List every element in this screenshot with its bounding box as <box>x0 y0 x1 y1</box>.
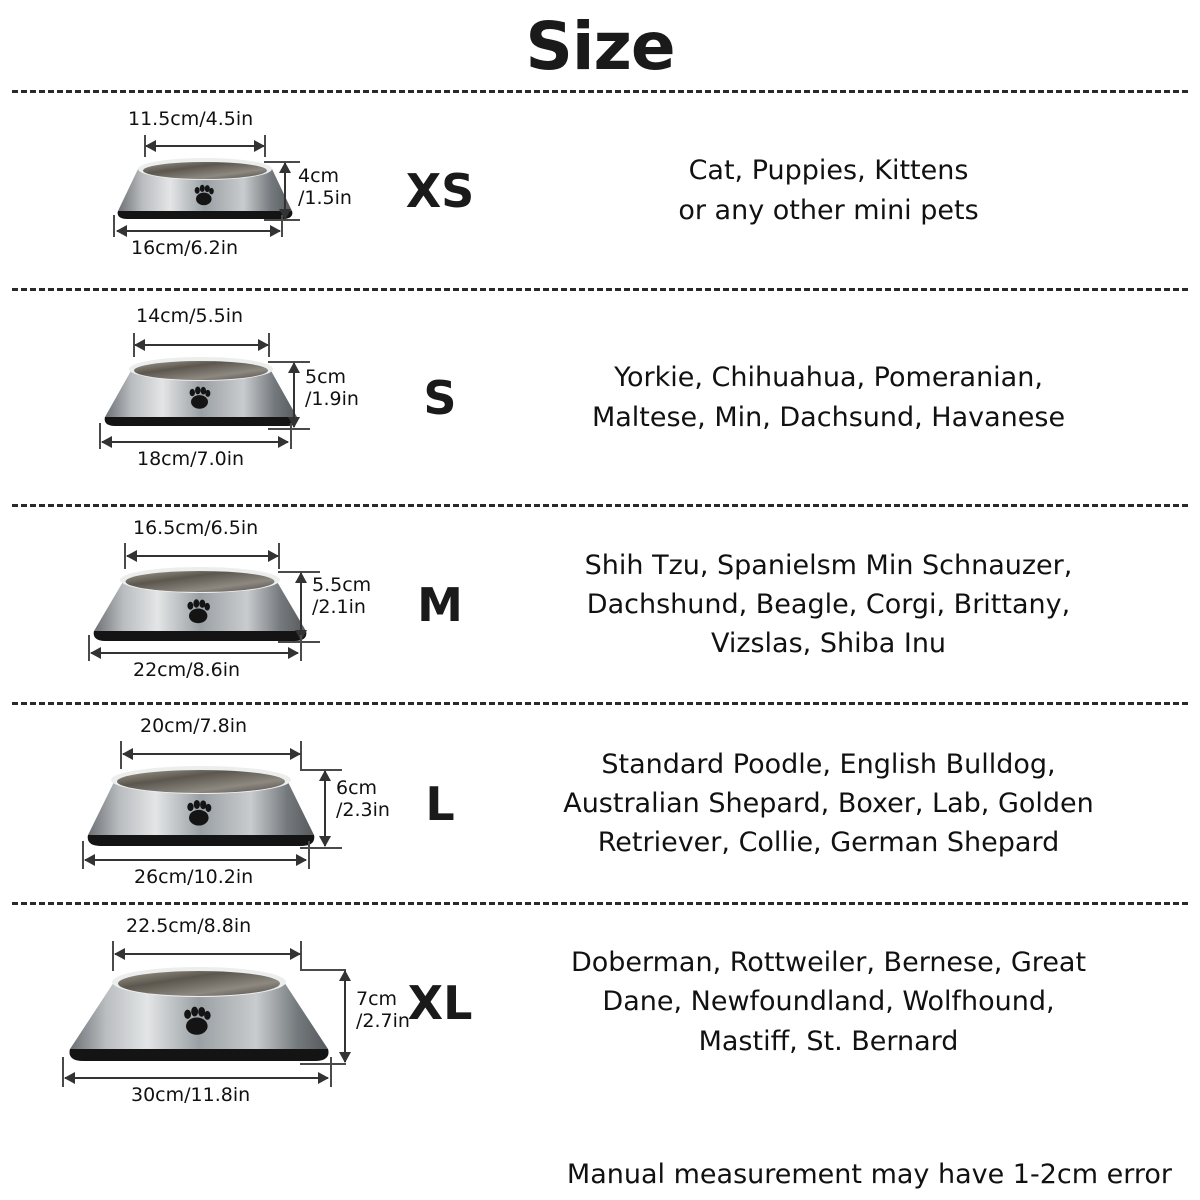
xs-height-arrow <box>284 163 286 219</box>
xl-height-arrow <box>344 971 346 1062</box>
desc-l <box>485 745 1200 862</box>
desc-xl <box>485 943 1200 1060</box>
s-height-line2: /1.9in <box>305 387 359 410</box>
desc-s-line-1: Yorkie, Chihuahua, Pomeranian, <box>614 362 1043 394</box>
desc-m-line-1: Shih Tzu, Spanielsm Min Schnauzer, <box>584 549 1073 581</box>
l-top-width-label: 20cm/7.8in <box>140 715 248 737</box>
desc-m-line-2: Dachshund, Beagle, Corgi, Brittany, <box>586 588 1071 620</box>
l-base-width-label: 26cm/10.2in <box>134 866 254 888</box>
size-row-m <box>0 507 1200 702</box>
desc-s <box>485 358 1200 436</box>
page-title: Size <box>525 8 675 85</box>
figure-xl <box>0 905 410 1135</box>
m-height-tick-bottom <box>278 641 320 643</box>
xs-top-width-label: 11.5cm/4.5in <box>128 108 254 130</box>
l-height-label <box>336 778 390 822</box>
s-base-width-label: 18cm/7.0in <box>137 448 245 470</box>
l-height-line1: 6cm <box>336 777 378 799</box>
desc-xl-line-2: Dane, Newfoundland, Wolfhound, <box>602 986 1055 1018</box>
size-row-xs <box>0 93 1200 288</box>
desc-l-line-3: Retriever, Collie, German Shepard <box>597 827 1060 859</box>
m-base-width-label: 22cm/8.6in <box>133 659 241 681</box>
size-label-xl: XL <box>407 976 473 1030</box>
s-base-arrow <box>102 441 288 443</box>
l-height-line2: /2.3in <box>336 798 390 821</box>
s-height-label <box>305 367 359 411</box>
desc-xs-line-2: or any other mini pets <box>678 194 979 226</box>
s-height-arrow <box>293 363 295 427</box>
bowl-l-svg <box>78 761 324 857</box>
xl-top-arrow <box>115 953 300 955</box>
m-base-arrow <box>91 652 298 654</box>
desc-s-line-2: Maltese, Min, Dachsund, Havanese <box>591 401 1066 433</box>
xl-base-tick-right <box>330 1057 332 1087</box>
l-base-arrow <box>85 859 306 861</box>
size-label-xs: XS <box>405 163 475 218</box>
desc-m <box>485 546 1200 663</box>
bowl-m-svg <box>84 563 316 651</box>
xs-base-arrow <box>117 230 280 232</box>
xl-height-line2: /2.7in <box>356 1009 410 1032</box>
l-top-arrow <box>123 753 300 755</box>
desc-l-line-1: Standard Poodle, English Bulldog, <box>601 748 1056 780</box>
bowl-s-svg <box>96 353 306 435</box>
bowl-xs <box>110 155 300 227</box>
bowl-xl <box>58 961 340 1073</box>
l-height-tick-bottom <box>300 847 342 849</box>
size-row-xl <box>0 905 1200 1135</box>
m-top-arrow <box>127 555 278 557</box>
l-base-tick-right <box>308 841 310 869</box>
bowl-xs-svg <box>110 155 300 227</box>
desc-l-line-2: Australian Shepard, Boxer, Lab, Golden <box>563 787 1094 819</box>
m-base-tick-right <box>300 635 302 661</box>
m-height-line2: /2.1in <box>312 595 366 618</box>
m-height-label <box>312 575 371 619</box>
desc-xl-line-3: Mastiff, St. Bernard <box>698 1025 959 1057</box>
xl-base-arrow <box>65 1077 328 1079</box>
size-row-s <box>0 291 1200 504</box>
bowl-xl-svg <box>58 961 340 1073</box>
figure-s <box>0 291 395 504</box>
size-label-m: M <box>417 577 463 632</box>
s-height-tick-bottom <box>268 428 310 430</box>
desc-xl-line-1: Doberman, Rottweiler, Bernese, Great <box>570 947 1087 979</box>
desc-xs <box>485 151 1200 229</box>
xs-top-arrow <box>146 145 264 147</box>
desc-xs-line-1: Cat, Puppies, Kittens <box>688 155 969 187</box>
xl-height-tick-bottom <box>300 1063 346 1065</box>
xl-height-label <box>356 989 410 1033</box>
s-base-tick-right <box>290 423 292 449</box>
m-height-arrow <box>300 573 302 640</box>
xs-height-label <box>298 166 352 210</box>
xl-top-width-label: 22.5cm/8.8in <box>126 915 252 937</box>
size-row-l <box>0 705 1200 902</box>
xs-base-tick-right <box>281 215 283 237</box>
bowl-s <box>96 353 306 435</box>
xs-base-tick-left <box>113 215 115 237</box>
xs-height-line1: 4cm <box>298 165 340 187</box>
size-label-s: S <box>423 370 457 425</box>
bowl-m <box>84 563 316 651</box>
l-height-arrow <box>324 771 326 846</box>
figure-m <box>0 507 395 702</box>
footnote: Manual measurement may have 1-2cm error <box>566 1159 1172 1190</box>
s-top-arrow <box>135 344 268 346</box>
m-top-width-label: 16.5cm/6.5in <box>133 517 259 539</box>
xl-height-line1: 7cm <box>356 988 398 1010</box>
s-height-line1: 5cm <box>305 366 347 388</box>
xs-base-width-label: 16cm/6.2in <box>131 237 239 259</box>
s-top-width-label: 14cm/5.5in <box>136 305 244 327</box>
figure-xs <box>0 93 395 288</box>
xl-base-width-label: 30cm/11.8in <box>131 1084 251 1106</box>
size-label-l: L <box>425 776 455 831</box>
bowl-l <box>78 761 324 857</box>
xs-height-line2: /1.5in <box>298 186 352 209</box>
figure-l <box>0 705 395 902</box>
desc-m-line-3: Vizslas, Shiba Inu <box>710 628 947 660</box>
m-height-line1: 5.5cm <box>312 574 372 596</box>
